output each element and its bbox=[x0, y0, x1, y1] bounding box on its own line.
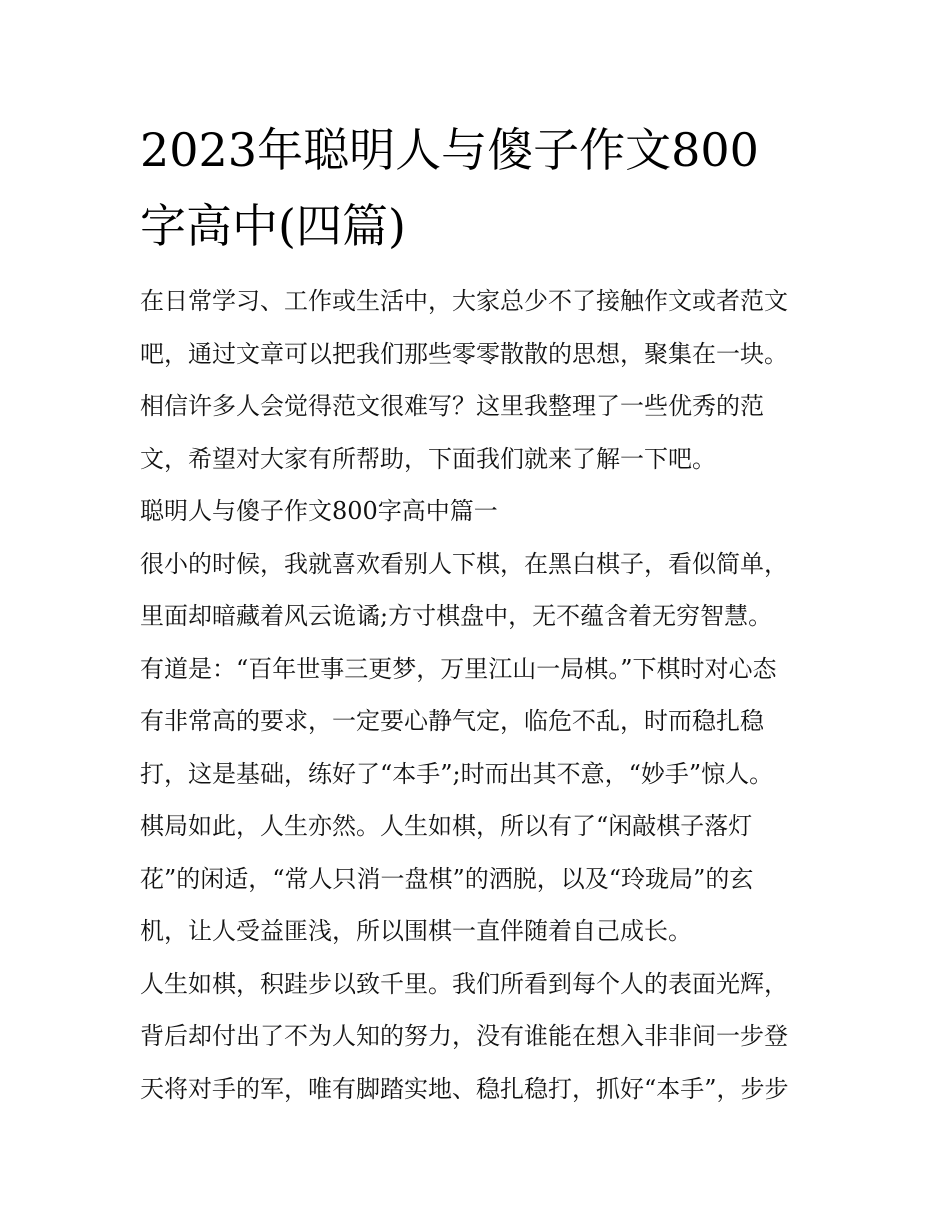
text-line: 机，让人受益匪浅，所以围棋一直伴随着自己成长。 bbox=[140, 917, 692, 945]
text-line: 相信许多人会觉得范文很难写？这里我整理了一些优秀的范 bbox=[140, 392, 764, 420]
text-line: 吧，通过文章可以把我们那些零零散散的思想，聚集在一块。 bbox=[140, 339, 788, 368]
text-line: 人生如棋，积跬步以致千里。我们所看到每个人的表面光辉， bbox=[140, 969, 788, 998]
text-line: 棋局如此，人生亦然。人生如棋，所以有了“闲敲棋子落灯 bbox=[140, 812, 753, 840]
text-line: 文，希望对大家有所帮助，下面我们就来了解一下吧。 bbox=[140, 444, 716, 473]
text-line: 背后却付出了不为人知的努力，没有谁能在想入非非间一步登 bbox=[140, 1022, 788, 1050]
document-title bbox=[140, 112, 830, 264]
title-line-1: 2023年聪明人与傻子作文800 bbox=[140, 123, 759, 177]
section-heading: 聪明人与傻子作文800字高中篇一 bbox=[140, 497, 498, 525]
text-line: 很小的时候，我就喜欢看别人下棋，在黑白棋子，看似简单， bbox=[140, 549, 788, 578]
text-line: 天将对手的军，唯有脚踏实地、稳扎稳打，抓好“本手”，步步 bbox=[140, 1074, 789, 1103]
text-line: 在日常学习、工作或生活中，大家总少不了接触作文或者范文 bbox=[140, 287, 788, 315]
text-line: 有道是：“百年世事三更梦，万里江山一局棋。”下棋时对心态 bbox=[140, 654, 777, 683]
title-line-2: 字高中(四篇) bbox=[140, 199, 406, 253]
text-line: 有非常高的要求，一定要心静气定，临危不乱，时而稳扎稳 bbox=[140, 707, 764, 735]
text-line: 里面却暗藏着风云诡谲;方寸棋盘中，无不蕴含着无穷智慧。 bbox=[140, 602, 773, 630]
document-body bbox=[140, 275, 830, 1115]
text-line: 花”的闲适，“常人只消一盘棋”的洒脱，以及“玲珑局”的玄 bbox=[140, 864, 754, 893]
text-line: 打，这是基础，练好了“本手”;时而出其不意，“妙手”惊人。 bbox=[140, 759, 774, 788]
